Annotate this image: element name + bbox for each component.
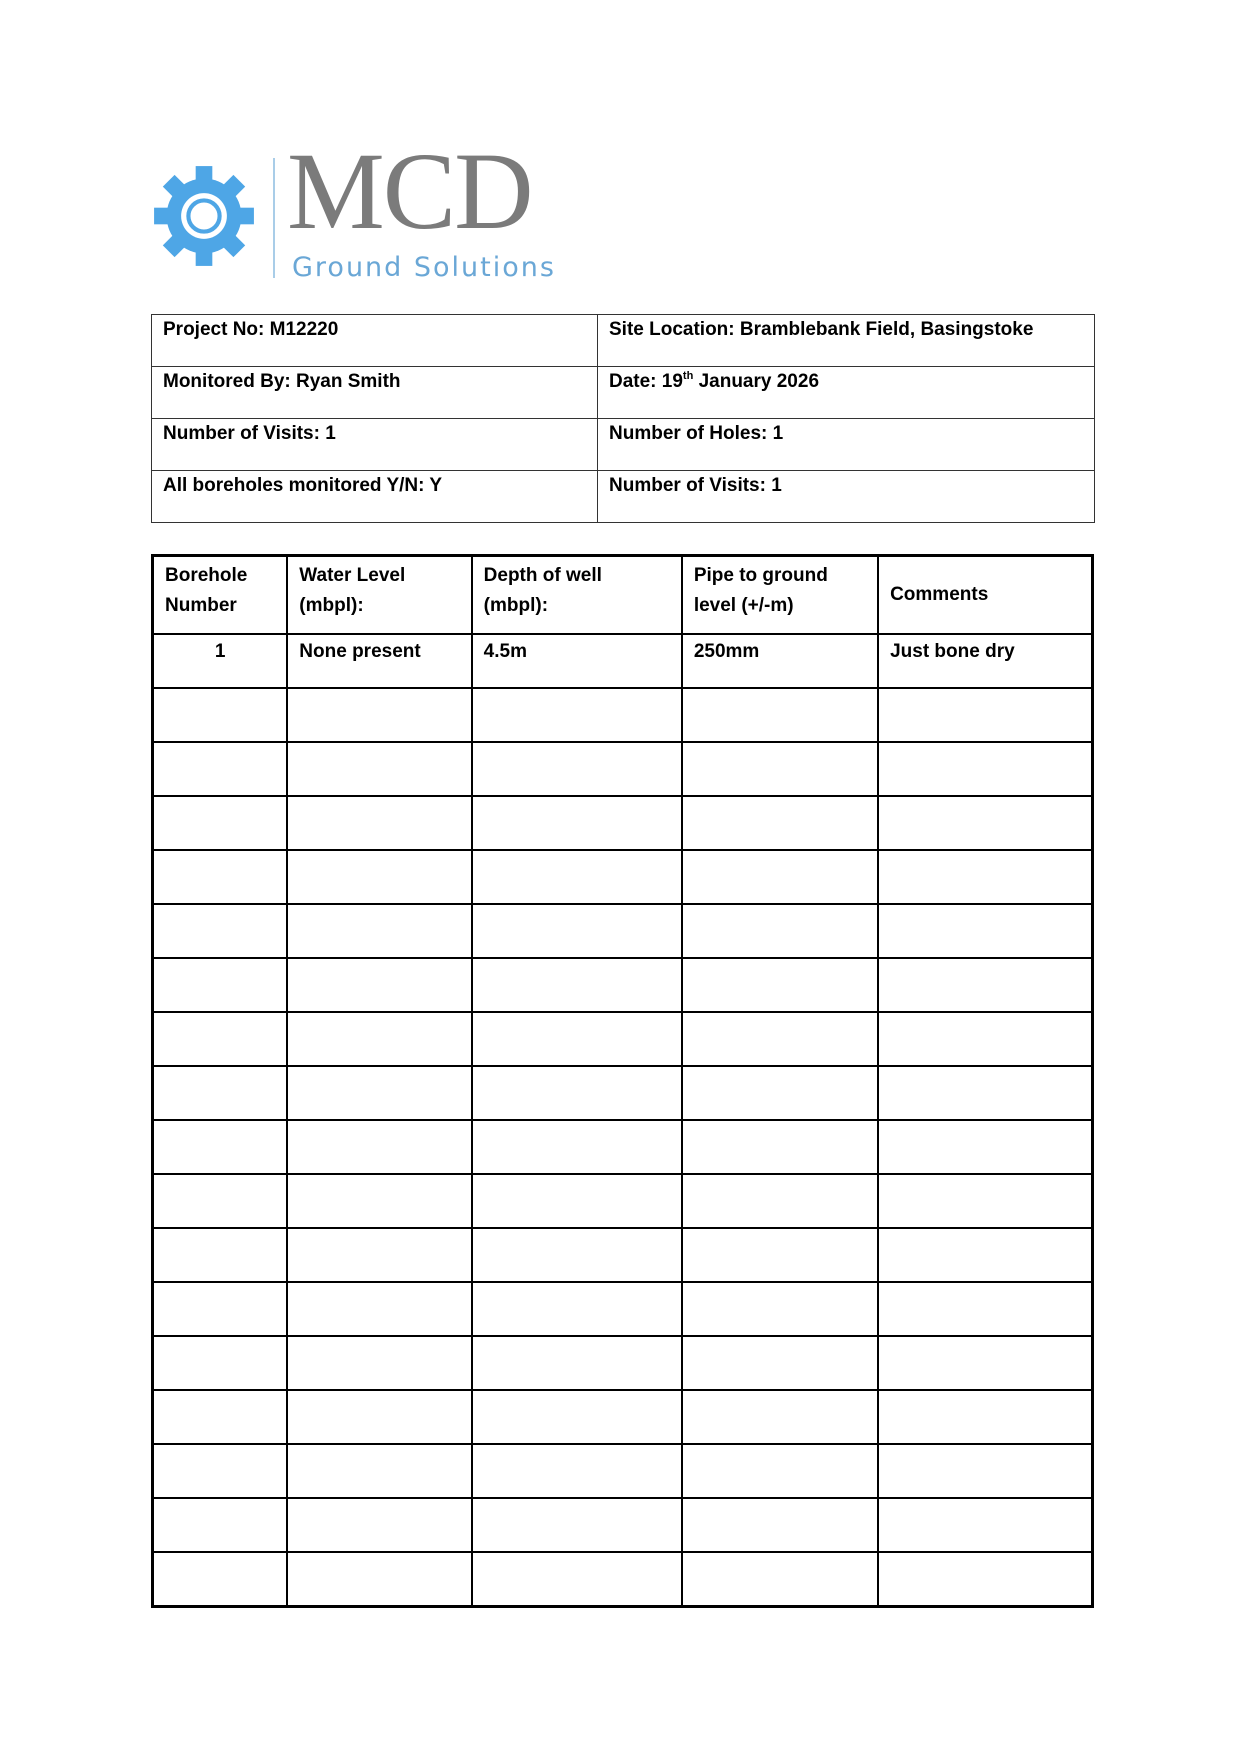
empty-cell [153, 850, 288, 904]
empty-cell [682, 904, 878, 958]
empty-cell [472, 1174, 682, 1228]
empty-cell [287, 958, 471, 1012]
empty-cell [472, 688, 682, 742]
empty-table-row [153, 1552, 1093, 1607]
empty-cell [153, 904, 288, 958]
empty-table-row [153, 1498, 1093, 1552]
empty-cell [287, 796, 471, 850]
empty-cell [472, 1498, 682, 1552]
logo-divider [273, 158, 275, 278]
empty-cell [472, 904, 682, 958]
header-row [153, 556, 1093, 635]
empty-cell [153, 1498, 288, 1552]
info-row [152, 471, 1095, 523]
empty-cell [472, 1120, 682, 1174]
empty-table-row [153, 1012, 1093, 1066]
all-boreholes-monitored: All boreholes monitored Y/N: Y [152, 471, 598, 523]
empty-cell [287, 742, 471, 796]
monitoring-table [151, 554, 1094, 1608]
empty-table-row [153, 850, 1093, 904]
project-number: Project No: M12220 [152, 315, 598, 367]
empty-cell [878, 958, 1092, 1012]
empty-cell [878, 1228, 1092, 1282]
site-location: Site Location: Bramblebank Field, Basingstoke [598, 315, 1095, 367]
empty-cell [878, 1390, 1092, 1444]
empty-cell [153, 1174, 288, 1228]
empty-cell [878, 1012, 1092, 1066]
empty-cell [878, 796, 1092, 850]
empty-cell [682, 958, 878, 1012]
empty-cell [682, 1444, 878, 1498]
empty-cell [287, 688, 471, 742]
empty-cell [878, 1066, 1092, 1120]
empty-cell [287, 1552, 471, 1607]
empty-table-row [153, 1282, 1093, 1336]
empty-cell [287, 1336, 471, 1390]
number-of-visits-right: Number of Visits: 1 [598, 471, 1095, 523]
empty-cell [287, 1228, 471, 1282]
empty-cell [153, 1120, 288, 1174]
empty-cell [287, 1498, 471, 1552]
cell-water-level: None present [287, 634, 471, 688]
empty-table-row [153, 1066, 1093, 1120]
empty-cell [472, 1228, 682, 1282]
empty-cell [878, 1336, 1092, 1390]
number-of-visits: Number of Visits: 1 [152, 419, 598, 471]
empty-table-row [153, 1390, 1093, 1444]
empty-cell [287, 1444, 471, 1498]
empty-cell [153, 1282, 288, 1336]
empty-cell [287, 1282, 471, 1336]
empty-cell [878, 1174, 1092, 1228]
empty-cell [153, 742, 288, 796]
empty-cell [472, 1066, 682, 1120]
empty-cell [472, 1552, 682, 1607]
empty-cell [287, 1174, 471, 1228]
empty-cell [153, 1228, 288, 1282]
empty-cell [682, 688, 878, 742]
empty-cell [472, 1282, 682, 1336]
gear-icon [152, 164, 256, 268]
empty-cell [472, 1444, 682, 1498]
empty-cell [153, 1552, 288, 1607]
empty-cell [287, 1066, 471, 1120]
empty-cell [287, 1120, 471, 1174]
empty-cell [153, 688, 288, 742]
date-ordinal: th [682, 370, 694, 382]
header-comments: Comments [878, 556, 1092, 635]
empty-table-row [153, 796, 1093, 850]
logo-wordmark: MCD [287, 130, 532, 252]
empty-table-row [153, 1174, 1093, 1228]
header-water-level: Water Level (mbpl): [287, 556, 471, 635]
empty-cell [878, 1120, 1092, 1174]
empty-cell [472, 1012, 682, 1066]
empty-table-row [153, 1336, 1093, 1390]
monitored-by: Monitored By: Ryan Smith [152, 367, 598, 419]
empty-cell [153, 1444, 288, 1498]
empty-cell [878, 1444, 1092, 1498]
info-row [152, 315, 1095, 367]
empty-table-row [153, 1444, 1093, 1498]
number-of-holes: Number of Holes: 1 [598, 419, 1095, 471]
empty-cell [153, 796, 288, 850]
empty-cell [682, 1498, 878, 1552]
empty-cell [287, 1390, 471, 1444]
empty-cell [878, 1552, 1092, 1607]
empty-cell [153, 1012, 288, 1066]
empty-cell [153, 1066, 288, 1120]
logo-subtitle: Ground Solutions [292, 252, 556, 283]
empty-cell [287, 1012, 471, 1066]
cell-depth: 4.5m [472, 634, 682, 688]
empty-cell [878, 850, 1092, 904]
empty-cell [287, 904, 471, 958]
empty-cell [682, 850, 878, 904]
empty-cell [878, 1282, 1092, 1336]
header-borehole-number: Borehole Number [153, 556, 288, 635]
empty-cell [472, 1390, 682, 1444]
empty-cell [153, 958, 288, 1012]
empty-cell [682, 796, 878, 850]
empty-cell [472, 958, 682, 1012]
company-logo [152, 130, 572, 288]
empty-table-row [153, 1120, 1093, 1174]
empty-cell [472, 742, 682, 796]
empty-table-row [153, 742, 1093, 796]
empty-cell [682, 1012, 878, 1066]
empty-cell [153, 1336, 288, 1390]
empty-table-row [153, 1228, 1093, 1282]
date [598, 367, 1095, 419]
empty-table-row [153, 904, 1093, 958]
empty-cell [682, 1066, 878, 1120]
empty-cell [682, 742, 878, 796]
header-depth-of-well: Depth of well (mbpl): [472, 556, 682, 635]
empty-cell [878, 1498, 1092, 1552]
date-rest: January 2026 [693, 371, 820, 392]
date-prefix: Date: 19 [609, 371, 683, 392]
cell-borehole: 1 [153, 634, 288, 688]
info-row [152, 367, 1095, 419]
empty-table-row [153, 958, 1093, 1012]
empty-cell [472, 850, 682, 904]
empty-cell [878, 742, 1092, 796]
empty-cell [153, 1390, 288, 1444]
empty-cell [682, 1390, 878, 1444]
empty-cell [682, 1336, 878, 1390]
empty-table-row [153, 688, 1093, 742]
cell-comments: Just bone dry [878, 634, 1092, 688]
empty-cell [682, 1552, 878, 1607]
empty-cell [682, 1282, 878, 1336]
empty-cell [878, 688, 1092, 742]
project-info-table [151, 314, 1095, 523]
cell-pipe: 250mm [682, 634, 878, 688]
empty-cell [682, 1228, 878, 1282]
empty-cell [472, 796, 682, 850]
header-pipe-to-ground: Pipe to ground level (+/-m) [682, 556, 878, 635]
empty-cell [682, 1174, 878, 1228]
info-row [152, 419, 1095, 471]
empty-cell [878, 904, 1092, 958]
table-row [153, 634, 1093, 688]
empty-cell [682, 1120, 878, 1174]
empty-cell [287, 850, 471, 904]
empty-cell [472, 1336, 682, 1390]
